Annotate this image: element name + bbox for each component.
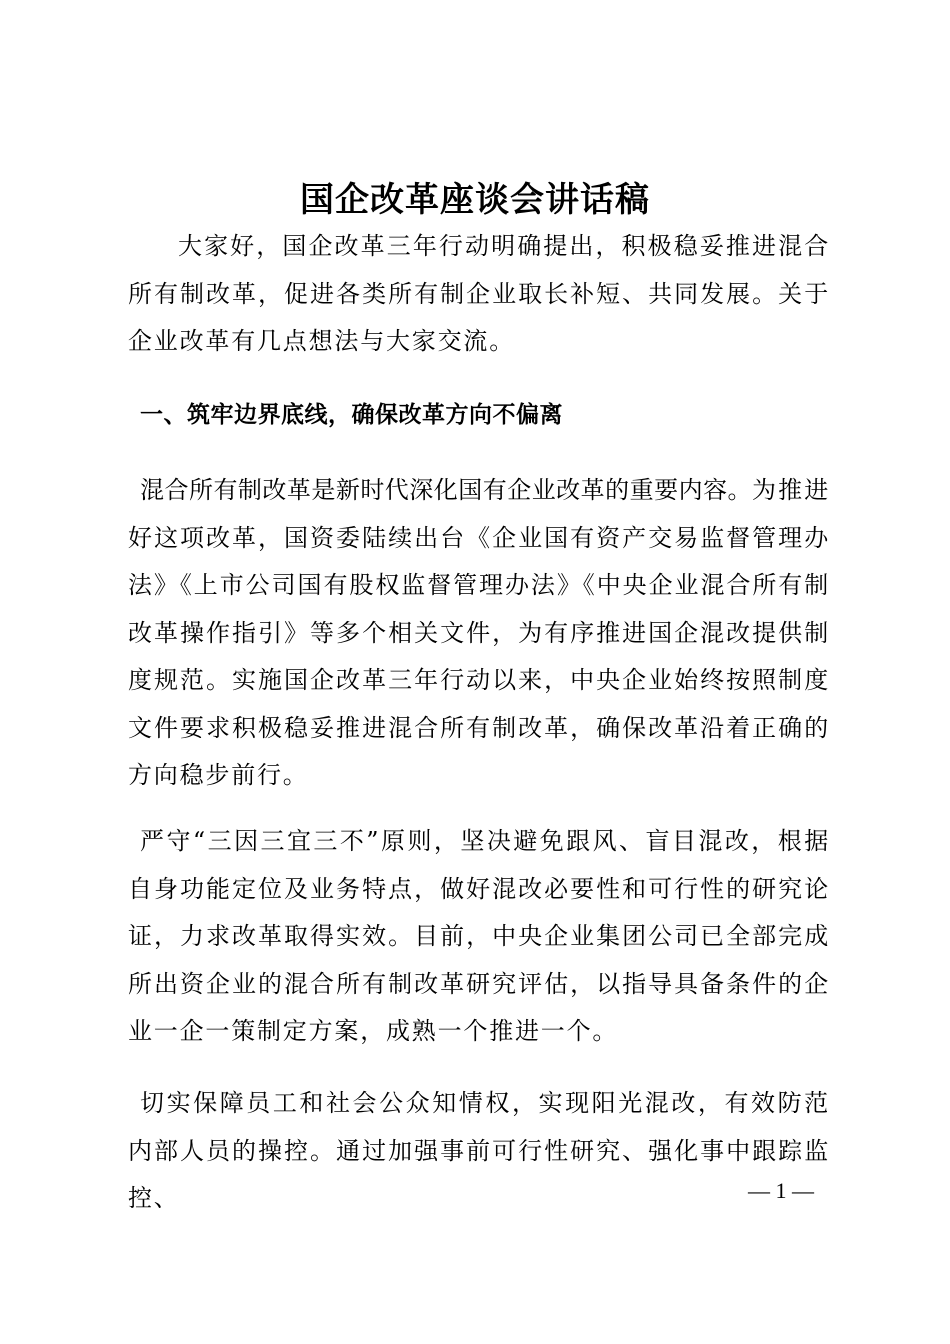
paragraph-body-text: 为推进好这项改革，国资委陆续出台《企业国有资产交易监督管理办法》《上市公司国有股权监督管理办法》《中央企业混合所有制改革操作指引》等多个相关文件，为有序推进国企混改提供制度规范。实施国企改革三年行动以来，中央企业始终按照制度文件要求积极稳妥推进混合所有制改革，确保改革沿着正确的方向稳步前行。: [128, 476, 830, 789]
page-number: — 1 —: [748, 1178, 814, 1203]
document-title: 国企改革座谈会讲话稿: [300, 180, 650, 220]
intro-paragraph: 大家好，国企改革三年行动明确提出，积极稳妥推进混合所有制改革，促进各类所有制企业取长补短、共同发展。关于企业改革有几点想法与大家交流。: [128, 232, 830, 355]
section-heading: 一、筑牢边界底线，确保改革方向不偏离: [140, 402, 563, 428]
body-paragraph-2: 严守“三因三宜三不”原则，坚决避免跟风、盲目混改，根据自身功能定位及业务特点，做好混改必要性和可行性的研究论证，力求改革取得实效。目前，中央企业集团公司已全部完成所出资企业的混合所有制改革研究评估，以指导具备条件的企业一企一策制定方案，成熟一个推进一个。: [128, 827, 830, 1045]
paragraph-lead-sentence: 混合所有制改革是新时代深化国有企业改革的重要内容。: [140, 476, 753, 504]
body-paragraph-1: [128, 467, 830, 800]
body-paragraph-3: 切实保障员工和社会公众知情权，实现阳光混改，有效防范内部人员的操控。通过加强事前可行性研究、强化事中跟踪监控、: [128, 1089, 830, 1212]
